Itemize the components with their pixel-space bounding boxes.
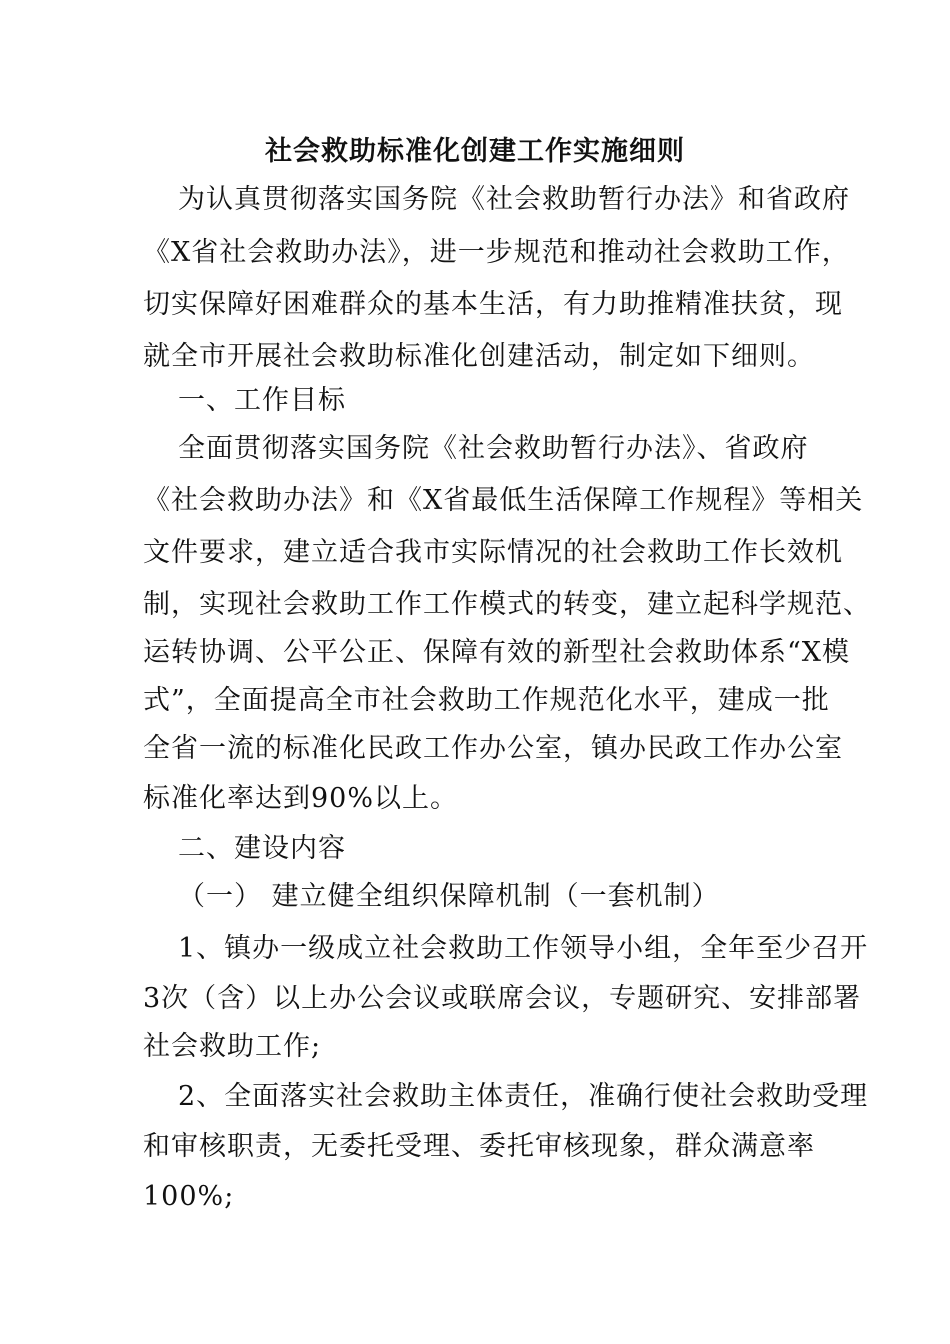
- paragraph-line: 文件要求，建立适合我市实际情况的社会救助工作长效机: [143, 537, 843, 568]
- paragraph-line: 为认真贯彻落实国务院《社会救助暂行办法》和省政府: [178, 184, 850, 215]
- paragraph-line: 切实保障好困难群众的基本生活，有力助推精准扶贫，现: [143, 289, 843, 320]
- paragraph-line: 全面贯彻落实国务院《社会救助暂行办法》、省政府: [178, 433, 809, 464]
- paragraph-line: 标准化率达到90%以上。: [143, 783, 459, 814]
- paragraph-line: 100%;: [143, 1181, 235, 1212]
- paragraph-line: 《社会救助办法》和《X省最低生活保障工作规程》等相关: [143, 485, 864, 516]
- paragraph-line: 和审核职责，无委托受理、委托审核现象，群众满意率: [143, 1131, 815, 1162]
- section-heading: 一、工作目标: [178, 385, 346, 416]
- paragraph-line: 制，实现社会救助工作工作模式的转变，建立起科学规范、: [143, 589, 871, 620]
- paragraph-line: 社会救助工作;: [143, 1031, 322, 1062]
- paragraph-line: 运转协调、公平公正、保障有效的新型社会救助体系“X模: [143, 637, 851, 668]
- paragraph-line: 就全市开展社会救助标准化创建活动，制定如下细则。: [143, 341, 815, 372]
- paragraph-line: 《X省社会救助办法》，进一步规范和推动社会救助工作，: [143, 237, 850, 268]
- section-heading: 二、建设内容: [178, 833, 346, 864]
- paragraph-line: 3次（含）以上办公会议或联席会议，专题研究、安排部署: [143, 983, 862, 1014]
- paragraph-line: 2、全面落实社会救助主体责任，准确行使社会救助受理: [178, 1081, 869, 1112]
- paragraph-line: 1、镇办一级成立社会救助工作领导小组，全年至少召开: [178, 933, 869, 964]
- paragraph-line: 式”，全面提高全市社会救助工作规范化水平，建成一批: [143, 685, 830, 716]
- paragraph-line: 全省一流的标准化民政工作办公室，镇办民政工作办公室: [143, 733, 843, 764]
- document-title: 社会救助标准化创建工作实施细则: [265, 136, 685, 167]
- subsection-heading: （一） 建立健全组织保障机制（一套机制）: [178, 881, 720, 912]
